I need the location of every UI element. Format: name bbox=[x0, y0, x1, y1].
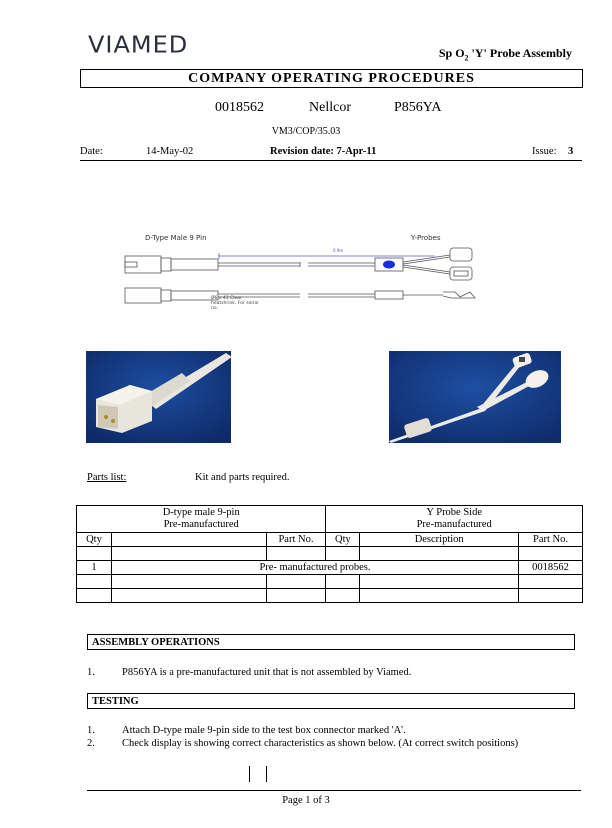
table-cell bbox=[326, 589, 360, 603]
table-cell bbox=[519, 547, 583, 561]
table-column-header-row bbox=[77, 533, 583, 547]
column-header: Part No. bbox=[266, 533, 326, 547]
text-cursor-mark bbox=[249, 766, 250, 782]
probe-diagram bbox=[115, 228, 525, 320]
parts-table bbox=[76, 505, 583, 603]
issue-label: Issue: bbox=[532, 146, 557, 157]
document-reference: VM3/COP/35.03 bbox=[271, 126, 341, 137]
column-header bbox=[111, 533, 266, 547]
qty-cell: 1 bbox=[77, 561, 112, 575]
table-group-header-row bbox=[77, 506, 583, 533]
diagram-note-line3: no. bbox=[211, 306, 218, 311]
testing-heading: TESTING bbox=[87, 693, 575, 709]
table-cell bbox=[111, 589, 266, 603]
diagram-note bbox=[211, 296, 258, 311]
column-header: Qty bbox=[326, 533, 360, 547]
step-number: 1. bbox=[87, 667, 95, 678]
diagram-left-label: D-Type Male 9 Pin bbox=[145, 234, 207, 242]
connector-body-bottom bbox=[125, 288, 161, 303]
blue-marker bbox=[383, 261, 395, 269]
issue-value: 3 bbox=[568, 146, 574, 157]
step-text: Attach D-type male 9-pin side to the test box connector marked 'A'. bbox=[122, 725, 406, 736]
y-probe-photo bbox=[389, 351, 561, 443]
document-subtitle bbox=[439, 46, 572, 62]
right-group-line2: Pre-manufactured bbox=[416, 519, 492, 530]
parts-list-label: Parts list: bbox=[87, 472, 127, 483]
subtitle-subscript: 2 bbox=[464, 53, 469, 63]
table-cell bbox=[266, 547, 326, 561]
table-cell bbox=[111, 547, 266, 561]
step-number: 1. bbox=[87, 725, 95, 736]
table-cell bbox=[266, 575, 326, 589]
table-cell bbox=[111, 575, 266, 589]
table-cell bbox=[519, 589, 583, 603]
connector-photo bbox=[86, 351, 231, 443]
table-row bbox=[77, 561, 583, 575]
part-no-cell: 0018562 bbox=[519, 561, 583, 575]
table-row bbox=[77, 575, 583, 589]
table-cell bbox=[360, 589, 519, 603]
column-header: Part No. bbox=[519, 533, 583, 547]
table-cell bbox=[77, 575, 112, 589]
step-text: P856YA is a pre-manufactured unit that is not assembled by Viamed. bbox=[122, 667, 412, 678]
assembly-operations-heading: ASSEMBLY OPERATIONS bbox=[87, 634, 575, 650]
revision-date: Revision date: 7-Apr-11 bbox=[270, 146, 377, 157]
table-row bbox=[77, 589, 583, 603]
page-number: Page 1 of 3 bbox=[282, 795, 330, 806]
diagram-right-label: Y-Probes bbox=[411, 234, 441, 242]
parts-list-header bbox=[87, 472, 290, 483]
right-group-line1: Y Probe Side bbox=[426, 507, 483, 518]
diagram-length-label: 0.9m bbox=[333, 248, 344, 253]
table-row bbox=[77, 547, 583, 561]
description-cell: Pre- manufactured probes. bbox=[111, 561, 518, 575]
left-group-line2: Pre-manufactured bbox=[163, 519, 239, 530]
viamed-logo: VIAMED bbox=[88, 31, 189, 59]
table-cell bbox=[326, 547, 360, 561]
connector-body-top bbox=[125, 256, 161, 273]
right-group-header bbox=[326, 506, 583, 533]
subtitle-suffix: 'Y' Probe Assembly bbox=[468, 46, 572, 60]
table-cell bbox=[77, 547, 112, 561]
left-group-line1: D-type male 9-pin bbox=[162, 507, 240, 518]
connector-photo-drawing bbox=[86, 351, 231, 443]
step-number: 2. bbox=[87, 738, 95, 749]
part-number: 0018562 bbox=[215, 100, 264, 115]
date-label: Date: bbox=[80, 146, 103, 157]
probe-clip-1 bbox=[450, 248, 472, 261]
manufacturer: Nellcor bbox=[309, 100, 351, 115]
step-text: Check display is showing correct characteristics as shown below. (At correct switch positions) bbox=[122, 738, 519, 749]
probe-clip-2 bbox=[450, 267, 472, 280]
table-cell bbox=[360, 575, 519, 589]
cop-banner: COMPANY OPERATING PROCEDURES bbox=[80, 69, 583, 88]
column-header: Qty bbox=[77, 533, 112, 547]
column-header: Description bbox=[360, 533, 519, 547]
table-cell bbox=[266, 589, 326, 603]
diagram-note-line1: Ø6 x 43 Clear bbox=[211, 296, 242, 301]
subtitle-prefix: Sp O bbox=[438, 46, 465, 60]
table-cell bbox=[360, 547, 519, 561]
left-group-header bbox=[77, 506, 326, 533]
model-number: P856YA bbox=[394, 100, 442, 115]
y-probe-photo-drawing bbox=[389, 351, 561, 443]
table-cell bbox=[519, 575, 583, 589]
table-cell bbox=[326, 575, 360, 589]
diagram-note-line2: heatshrink. For serial bbox=[211, 301, 259, 306]
date-line bbox=[80, 146, 582, 161]
table-cell bbox=[77, 589, 112, 603]
text-cursor-mark bbox=[266, 766, 267, 782]
parts-list-description: Kit and parts required. bbox=[195, 472, 290, 483]
footer-divider bbox=[87, 790, 581, 791]
date-value: 14-May-02 bbox=[146, 146, 194, 157]
